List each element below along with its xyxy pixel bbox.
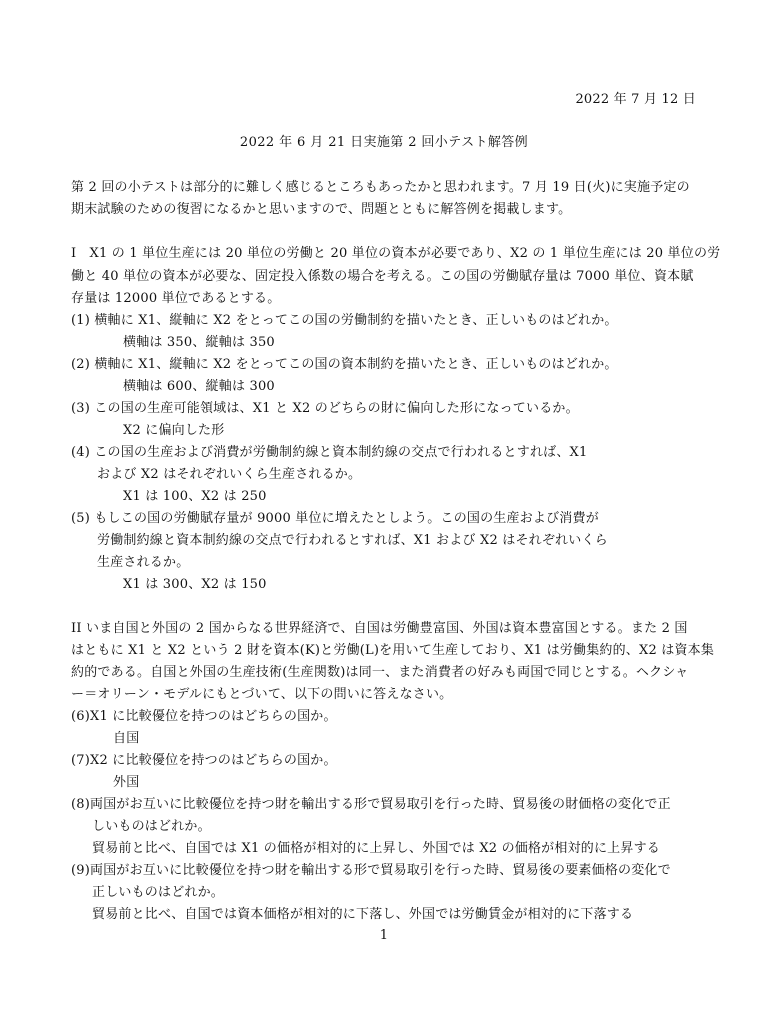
answer-7: 外国	[113, 775, 140, 790]
answer-2: 横軸は 600、縦軸は 300	[123, 379, 275, 394]
question-5-cont: 生産されるか。	[97, 555, 190, 570]
question-5-cont: 労働制約線と資本制約線の交点で行われるとすれば、X1 および X2 はそれぞれいくら	[97, 533, 608, 548]
answer-3: X2 に偏向した形	[123, 423, 225, 438]
section1-question-line: 働と 40 単位の資本が必要な、固定投入係数の場合を考える。この国の労働賦存量は 7000 単位、資本賦	[71, 269, 694, 284]
section2-question-line: ー＝オリーン・モデルにもとづいて、以下の問いに答えなさい。	[71, 687, 453, 702]
question-2: (2) 横軸に X1、縦軸に X2 をとってこの国の資本制約を描いたとき、正しいものはどれか。	[71, 357, 618, 372]
question-4: (4) この国の生産および消費が労働制約線と資本制約線の交点で行われるとすれば、X1	[71, 445, 588, 460]
section2-question-line: はともに X1 と X2 という 2 財を資本(K)と労働(L)を用いて生産しており、X1 は労働集約的、X2 は資本集	[71, 643, 715, 658]
intro-line: 期末試験のための復習になるかと思いますので、問題とともに解答例を掲載します。	[71, 202, 572, 217]
question-4-cont: および X2 はそれぞれいくら生産されるか。	[97, 467, 362, 482]
section1-question-line: 存量は 12000 単位であるとする。	[71, 291, 281, 306]
question-1: (1) 横軸に X1、縦軸に X2 をとってこの国の労働制約を描いたとき、正しいものはどれか。	[71, 313, 618, 328]
section1-question-line: I X1 の 1 単位生産には 20 単位の労働と 20 単位の資本が必要であり、X2 の 1 単位生産には 20 単位の労	[71, 246, 721, 261]
document-title: 2022 年 6 月 21 日実施第 2 回小テスト解答例	[239, 135, 529, 150]
answer-6: 自国	[113, 731, 140, 746]
question-7: (7)X2 に比較優位を持つのはどちらの国か。	[71, 753, 337, 768]
question-9-cont: 正しいものはどれか。	[92, 885, 225, 900]
question-8: (8)両国がお互いに比較優位を持つ財を輸出する形で貿易取引を行った時、貿易後の財価格の変化で正	[71, 797, 671, 812]
answer-9: 貿易前と比べ、自国では資本価格が相対的に下落し、外国では労働賃金が相対的に下落する	[92, 907, 634, 922]
answer-1: 横軸は 350、縦軸は 350	[123, 335, 275, 350]
question-3: (3) この国の生産可能領域は、X1 と X2 のどちらの財に偏向した形になっているか。	[71, 401, 579, 416]
question-5: (5) もしこの国の労働賦存量が 9000 単位に増えたとしよう。この国の生産および消費が	[71, 511, 599, 526]
section2-question-line: 約的である。自国と外国の生産技術(生産関数)は同一、また消費者の好みも両国で同じとする。ヘクシャ	[71, 665, 689, 680]
intro-line: 第 2 回の小テストは部分的に難しく感じるところもあったかと思われます。7 月 19 日(火)に実施予定の	[71, 180, 690, 195]
answer-5: X1 は 300、X2 は 150	[123, 577, 267, 592]
page-number: 1	[379, 928, 389, 943]
question-6: (6)X1 に比較優位を持つのはどちらの国か。	[71, 709, 337, 724]
document-date: 2022 年 7 月 12 日	[575, 92, 696, 107]
section2-question-line: II いま自国と外国の 2 国からなる世界経済で、自国は労働豊富国、外国は資本豊富国とする。また 2 国	[71, 621, 688, 636]
answer-8: 貿易前と比べ、自国では X1 の価格が相対的に上昇し、外国では X2 の価格が相対的に上昇する	[92, 841, 660, 856]
question-8-cont: しいものはどれか。	[92, 819, 211, 834]
answer-4: X1 は 100、X2 は 250	[123, 489, 267, 504]
question-9: (9)両国がお互いに比較優位を持つ財を輸出する形で貿易取引を行った時、貿易後の要素価格の変化で	[71, 863, 671, 878]
